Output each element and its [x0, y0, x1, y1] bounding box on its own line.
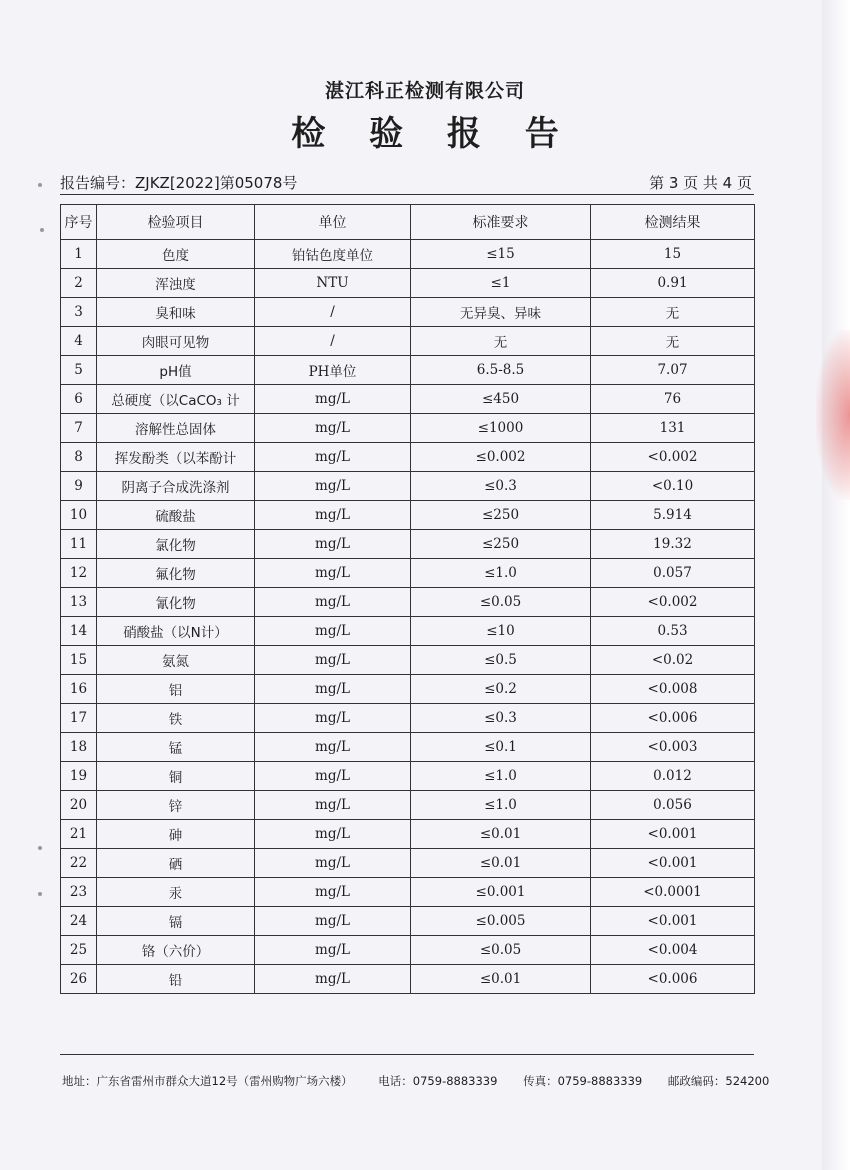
footer-divider [60, 1054, 754, 1055]
cell-standard: ≤1.0 [411, 762, 591, 791]
cell-no: 22 [61, 849, 97, 878]
table-row [61, 762, 755, 791]
footer-address: 地址：广东省雷州市群众大道12号（雷州购物广场六楼） [62, 1074, 353, 1088]
cell-item: 总硬度（以CaCO₃ 计 [97, 385, 255, 414]
cell-unit: mg/L [255, 588, 411, 617]
cell-standard: ≤1 [411, 269, 591, 298]
cell-standard: ≤450 [411, 385, 591, 414]
cell-standard: ≤250 [411, 530, 591, 559]
footer-phone: 电话：0759-8883339 [378, 1074, 498, 1088]
cell-result: <0.002 [591, 588, 755, 617]
cell-unit: mg/L [255, 733, 411, 762]
cell-result: <0.001 [591, 849, 755, 878]
cell-no: 3 [61, 298, 97, 327]
cell-unit: mg/L [255, 559, 411, 588]
cell-no: 16 [61, 675, 97, 704]
cell-unit: mg/L [255, 820, 411, 849]
cell-item: 阴离子合成洗涤剂 [97, 472, 255, 501]
cell-standard: 无 [411, 327, 591, 356]
cell-result: <0.006 [591, 704, 755, 733]
cell-no: 19 [61, 762, 97, 791]
cell-item: 氨氮 [97, 646, 255, 675]
cell-item: 砷 [97, 820, 255, 849]
scan-dot [38, 892, 42, 896]
cell-unit: mg/L [255, 704, 411, 733]
page-indicator: 第 3 页 共 4 页 [649, 174, 752, 192]
cell-result: 0.057 [591, 559, 755, 588]
cell-no: 8 [61, 443, 97, 472]
footer-contact [62, 1073, 770, 1089]
col-header-no: 序号 [61, 205, 97, 240]
scan-dot [38, 846, 42, 850]
cell-item: 硝酸盐（以N计） [97, 617, 255, 646]
company-name: 湛江科正检测有限公司 [324, 80, 525, 102]
cell-result: 无 [591, 298, 755, 327]
cell-result: <0.02 [591, 646, 755, 675]
table-row [61, 559, 755, 588]
cell-unit: / [255, 327, 411, 356]
cell-item: 铅 [97, 965, 255, 994]
report-meta [60, 170, 754, 195]
cell-item: 铜 [97, 762, 255, 791]
cell-unit: / [255, 298, 411, 327]
cell-result: <0.006 [591, 965, 755, 994]
cell-standard: ≤250 [411, 501, 591, 530]
table-row [61, 820, 755, 849]
report-number: 报告编号：ZJKZ[2022]第05078号 [60, 174, 298, 192]
cell-no: 26 [61, 965, 97, 994]
table-row [61, 385, 755, 414]
table-row [61, 327, 755, 356]
cell-item: 色度 [97, 240, 255, 269]
cell-unit: mg/L [255, 646, 411, 675]
table-row [61, 791, 755, 820]
col-header-standard: 标准要求 [411, 205, 591, 240]
cell-unit: mg/L [255, 965, 411, 994]
table-row [61, 617, 755, 646]
table-row [61, 240, 755, 269]
footer-postcode: 邮政编码：524200 [667, 1074, 770, 1088]
table-row [61, 298, 755, 327]
table-row [61, 501, 755, 530]
cell-no: 7 [61, 414, 97, 443]
cell-item: 铬（六价） [97, 936, 255, 965]
cell-standard: ≤0.2 [411, 675, 591, 704]
cell-unit: 铂钴色度单位 [255, 240, 411, 269]
cell-result: <0.001 [591, 907, 755, 936]
cell-result: <0.004 [591, 936, 755, 965]
cell-item: 肉眼可见物 [97, 327, 255, 356]
cell-standard: ≤0.3 [411, 704, 591, 733]
cell-result: <0.10 [591, 472, 755, 501]
cell-standard: ≤0.01 [411, 849, 591, 878]
cell-result: 0.056 [591, 791, 755, 820]
cell-no: 10 [61, 501, 97, 530]
table-row [61, 414, 755, 443]
cell-result: 0.53 [591, 617, 755, 646]
cell-item: 锌 [97, 791, 255, 820]
table-row [61, 646, 755, 675]
cell-result: 无 [591, 327, 755, 356]
cell-no: 20 [61, 791, 97, 820]
cell-standard: ≤0.1 [411, 733, 591, 762]
cell-no: 1 [61, 240, 97, 269]
cell-standard: ≤0.01 [411, 820, 591, 849]
table-row [61, 936, 755, 965]
cell-no: 24 [61, 907, 97, 936]
cell-standard: ≤0.005 [411, 907, 591, 936]
col-header-unit: 单位 [255, 205, 411, 240]
cell-item: 锰 [97, 733, 255, 762]
scan-dot [38, 183, 42, 187]
cell-item: 硒 [97, 849, 255, 878]
cell-item: pH值 [97, 356, 255, 385]
cell-result: <0.008 [591, 675, 755, 704]
cell-no: 2 [61, 269, 97, 298]
cell-no: 9 [61, 472, 97, 501]
red-seal-fragment [816, 330, 850, 500]
cell-standard: ≤10 [411, 617, 591, 646]
cell-standard: ≤0.001 [411, 878, 591, 907]
cell-standard: ≤1000 [411, 414, 591, 443]
scan-edge [822, 0, 850, 1170]
cell-item: 氰化物 [97, 588, 255, 617]
cell-standard: ≤0.05 [411, 588, 591, 617]
cell-unit: mg/L [255, 414, 411, 443]
cell-standard: ≤15 [411, 240, 591, 269]
cell-unit: mg/L [255, 878, 411, 907]
cell-result: 5.914 [591, 501, 755, 530]
table-row [61, 356, 755, 385]
cell-unit: mg/L [255, 472, 411, 501]
cell-unit: mg/L [255, 617, 411, 646]
cell-no: 11 [61, 530, 97, 559]
cell-item: 挥发酚类（以苯酚计 [97, 443, 255, 472]
cell-result: 0.012 [591, 762, 755, 791]
cell-item: 汞 [97, 878, 255, 907]
table-header-row [61, 205, 755, 240]
table-row [61, 269, 755, 298]
cell-item: 铝 [97, 675, 255, 704]
cell-item: 氯化物 [97, 530, 255, 559]
table-row [61, 907, 755, 936]
cell-unit: mg/L [255, 501, 411, 530]
cell-unit: mg/L [255, 849, 411, 878]
cell-item: 溶解性总固体 [97, 414, 255, 443]
table-row [61, 965, 755, 994]
cell-item: 臭和味 [97, 298, 255, 327]
table-row [61, 530, 755, 559]
cell-unit: mg/L [255, 936, 411, 965]
cell-result: 15 [591, 240, 755, 269]
cell-standard: ≤0.05 [411, 936, 591, 965]
cell-standard: ≤0.3 [411, 472, 591, 501]
footer-fax: 传真：0759-8883339 [523, 1074, 643, 1088]
cell-unit: mg/L [255, 762, 411, 791]
table-row [61, 588, 755, 617]
cell-item: 铁 [97, 704, 255, 733]
cell-standard: ≤0.002 [411, 443, 591, 472]
table-row [61, 443, 755, 472]
cell-standard: 6.5-8.5 [411, 356, 591, 385]
cell-result: 7.07 [591, 356, 755, 385]
table-row [61, 675, 755, 704]
cell-standard: 无异臭、异味 [411, 298, 591, 327]
cell-item: 氟化物 [97, 559, 255, 588]
cell-no: 13 [61, 588, 97, 617]
cell-unit: mg/L [255, 443, 411, 472]
cell-no: 12 [61, 559, 97, 588]
cell-result: <0.0001 [591, 878, 755, 907]
cell-result: <0.001 [591, 820, 755, 849]
table-row [61, 849, 755, 878]
cell-unit: mg/L [255, 675, 411, 704]
col-header-item: 检验项目 [97, 205, 255, 240]
cell-unit: PH单位 [255, 356, 411, 385]
results-table [60, 204, 755, 994]
cell-result: 131 [591, 414, 755, 443]
cell-standard: ≤1.0 [411, 559, 591, 588]
table-row [61, 472, 755, 501]
cell-unit: mg/L [255, 385, 411, 414]
cell-no: 6 [61, 385, 97, 414]
cell-result: <0.003 [591, 733, 755, 762]
cell-result: 19.32 [591, 530, 755, 559]
cell-standard: ≤0.5 [411, 646, 591, 675]
cell-no: 23 [61, 878, 97, 907]
cell-result: 0.91 [591, 269, 755, 298]
cell-no: 17 [61, 704, 97, 733]
cell-unit: NTU [255, 269, 411, 298]
table-row [61, 704, 755, 733]
cell-unit: mg/L [255, 791, 411, 820]
cell-standard: ≤0.01 [411, 965, 591, 994]
table-row [61, 878, 755, 907]
cell-standard: ≤1.0 [411, 791, 591, 820]
col-header-result: 检测结果 [591, 205, 755, 240]
cell-no: 25 [61, 936, 97, 965]
cell-unit: mg/L [255, 530, 411, 559]
cell-no: 21 [61, 820, 97, 849]
report-title: 检 验 报 告 [291, 114, 575, 154]
cell-no: 5 [61, 356, 97, 385]
cell-no: 4 [61, 327, 97, 356]
cell-result: 76 [591, 385, 755, 414]
cell-unit: mg/L [255, 907, 411, 936]
cell-no: 14 [61, 617, 97, 646]
table-row [61, 733, 755, 762]
scan-dot [40, 228, 44, 232]
cell-item: 硫酸盐 [97, 501, 255, 530]
cell-no: 18 [61, 733, 97, 762]
cell-item: 镉 [97, 907, 255, 936]
cell-result: <0.002 [591, 443, 755, 472]
cell-item: 浑浊度 [97, 269, 255, 298]
cell-no: 15 [61, 646, 97, 675]
